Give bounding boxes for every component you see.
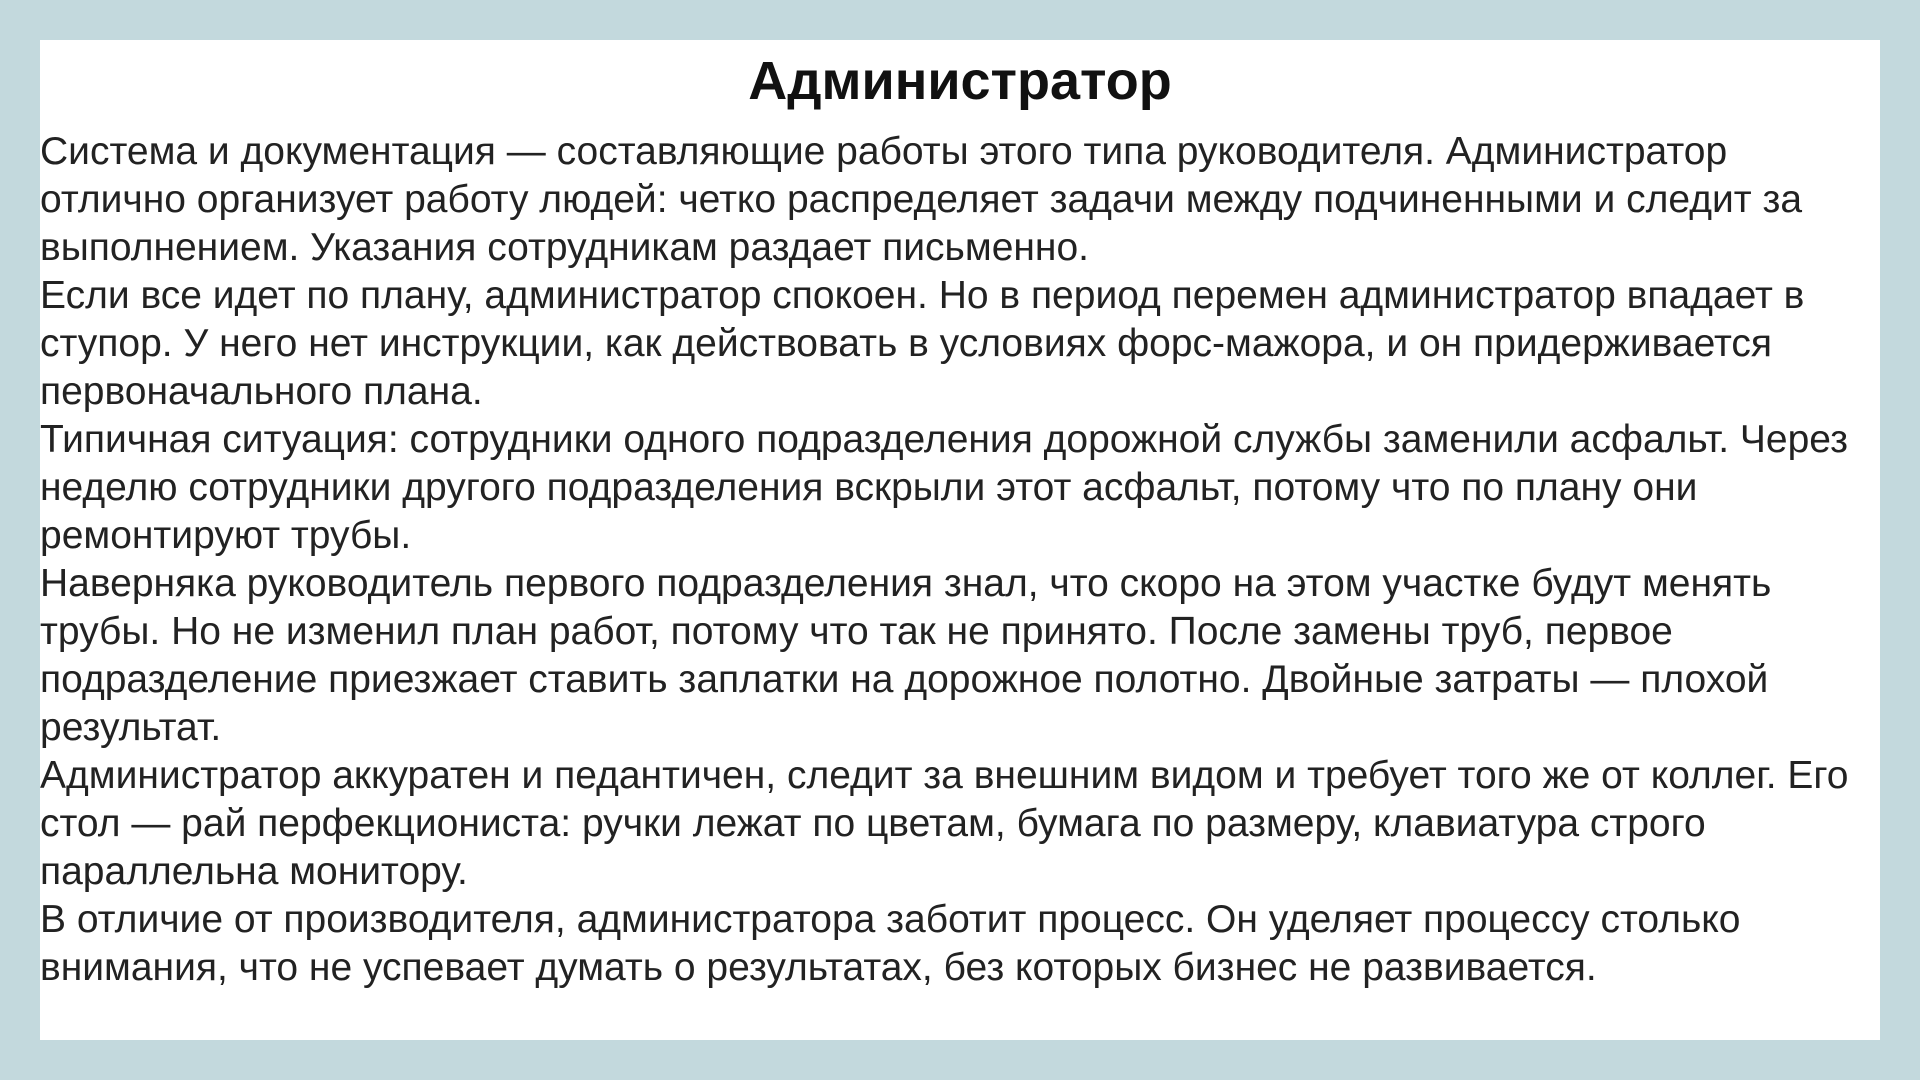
paragraph-typical-situation: Типичная ситуация: сотрудники одного подразделения дорожной службы заменили асфальт. Через неделю сотрудники другого подразделения вскрыли этот асфальт, потому что по плану они ремонтируют трубы. xyxy=(40,418,1848,557)
page-title: Администратор xyxy=(748,51,1172,111)
body-text xyxy=(40,128,1870,992)
paragraph-process-focus: В отличие от производителя, администратора заботит процесс. Он уделяет процессу столько внимания, что не успевает думать о результатах, без которых бизнес не развивается. xyxy=(40,898,1741,989)
paragraph-perfectionist-desk: Администратор аккуратен и педантичен, следит за внешним видом и требует того же от коллег. Его стол — рай перфекциониста: ручки лежат по цветам, бумага по размеру, клавиатура строго параллельна монитору. xyxy=(40,754,1849,893)
paragraph-plan-changes: Если все идет по плану, администратор спокоен. Но в период перемен администратор впадает в ступор. У него нет инструкции, как действовать в условиях форс-мажора, и он придерживается первоначального плана. xyxy=(40,274,1805,413)
paragraph-double-costs: Наверняка руководитель первого подразделения знал, что скоро на этом участке будут менять трубы. Но не изменил план работ, потому что так не принято. После замены труб, первое подразделение приезжает ставить заплатки на дорожное полотно. Двойные затраты — плохой результат. xyxy=(40,562,1772,749)
paragraph-system-documentation: Система и документация — составляющие работы этого типа руководителя. Администратор отлично организует работу людей: четко распределяет задачи между подчиненными и следит за выполнением. Указания сотрудникам раздает письменно. xyxy=(40,130,1803,269)
slide xyxy=(40,40,1880,1040)
